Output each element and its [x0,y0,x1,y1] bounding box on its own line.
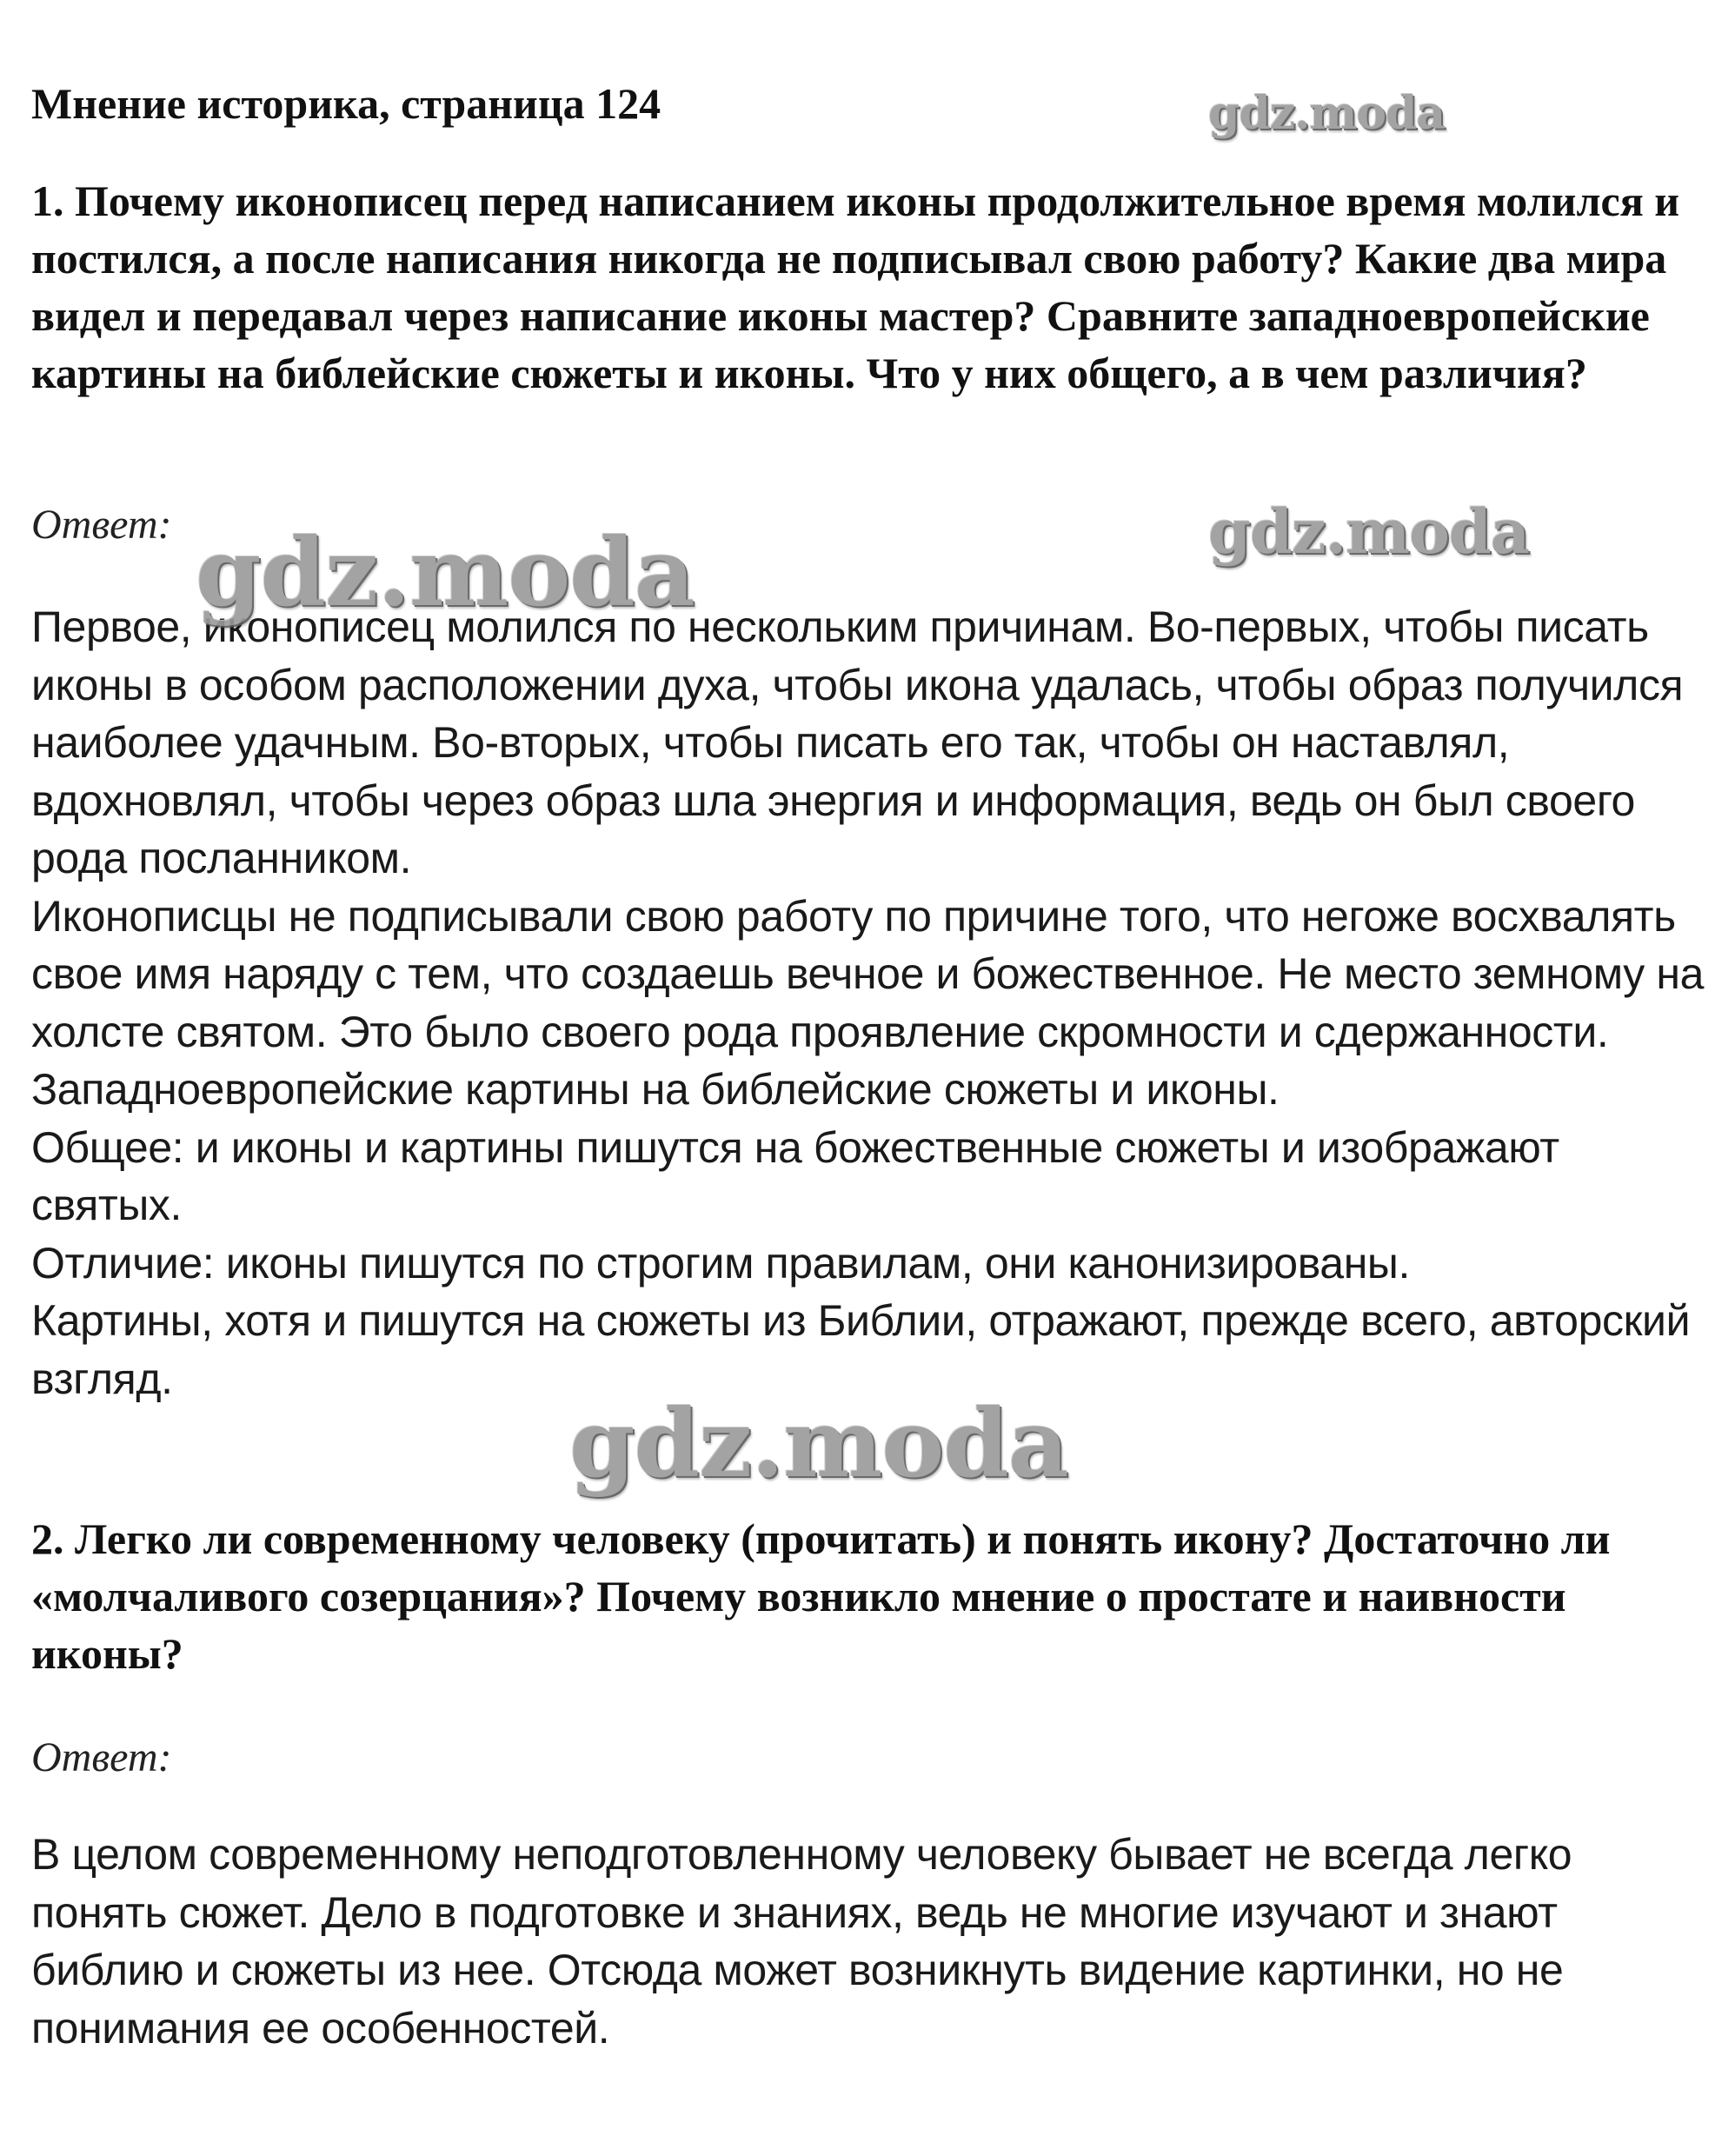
question-2: 2. Легко ли современному человеку (прочитать) и понять икону? Достаточно ли «молчаливого созерцания»? Почему возникло мнение о простате и наивности иконы? [31,1514,1611,1678]
answer-1-paragraph: Общее: и иконы и картины пишутся на божественные сюжеты и изображают святых. [31,1122,1559,1229]
page-title: Мнение историка, страница 124 [31,79,661,128]
answer-1-label: Ответ: [31,502,172,548]
question-1: 1. Почему иконописец перед написанием иконы продолжительное время молился и постился, а после написания никогда не подписывал свою работу? Какие два мира видел и передавал через написание иконы мастер? Сравните западноевропейские картины на библейские сюжеты и иконы. Что у них общего, а в чем различия? [31,176,1680,397]
answer-1-paragraph: Отличие: иконы пишутся по строгим правилам, они канонизированы. [31,1238,1410,1288]
watermark: gdz.moda [569,1389,1068,1499]
answer-1-paragraph: Западноевропейские картины на библейские сюжеты и иконы. [31,1065,1280,1114]
watermark: gdz.moda [196,518,695,628]
answer-1-paragraph: Первое, иконописец молился по нескольким причинам. Во-первых, чтобы писать иконы в особом расположении духа, чтобы икона удалась, чтобы образ получился наиболее удачным. Во-вторых, чтобы писать его так, чтобы он наставлял, вдохновлял, чтобы через образ шла энергия и информация, ведь он был своего рода посланником. [31,602,1684,882]
answer-1-body [31,598,1709,1407]
answer-2-paragraph: В целом современному неподготовленному человеку бывает не всегда легко понять сюжет. Дело в подготовке и знаниях, ведь не многие изучают и знают библию и сюжеты из нее. Отсюда может возникнуть видение картинки, но не понимания ее особенностей. [31,1830,1572,2053]
watermark: gdz.moda [1208,87,1446,140]
watermark: gdz.moda [1208,496,1530,568]
answer-2-body [31,1826,1709,2057]
answer-1-paragraph: Иконописцы не подписывали свою работу по причине того, что негоже восхвалять свое имя наряду с тем, что создаешь вечное и божественное. Не место земному на холсте святом. Это было своего рода проявление скромности и сдержанности. [31,891,1705,1056]
answer-2-label: Ответ: [31,1734,172,1780]
answer-1-paragraph: Картины, хотя и пишутся на сюжеты из Библии, отражают, прежде всего, авторский взгляд. [31,1296,1691,1403]
